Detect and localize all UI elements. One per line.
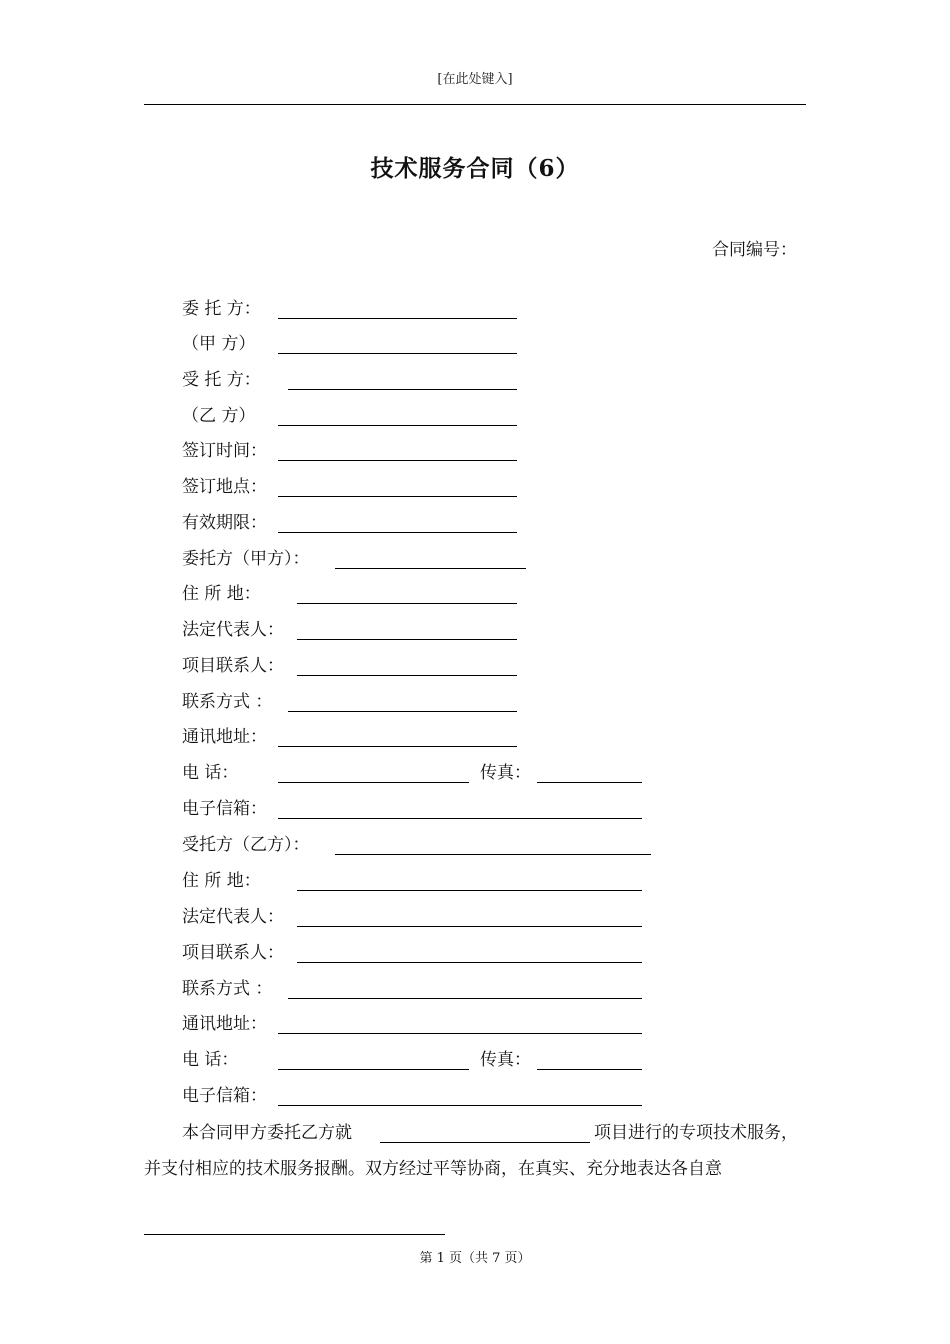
fill-blank[interactable] (335, 568, 526, 569)
fill-blank[interactable] (278, 746, 517, 747)
fill-blank[interactable] (278, 318, 517, 319)
field-label: 联系方式 ： (182, 692, 273, 712)
page-number: 第 1 页（共 7 页） (419, 1251, 531, 1266)
field-label: 法定代表人： (182, 907, 284, 927)
fill-blank[interactable] (537, 1069, 642, 1070)
fill-blank[interactable] (278, 782, 469, 783)
fill-blank[interactable] (537, 782, 642, 783)
fill-blank[interactable] (297, 675, 517, 676)
fax-label: 传真： (480, 1050, 531, 1070)
fill-blank[interactable] (288, 998, 642, 999)
field-label: 电 话： (182, 1050, 239, 1070)
field-label: 通讯地址： (182, 1014, 267, 1034)
field-b-address (182, 868, 662, 894)
document-title: 技术服务合同（6） (370, 155, 580, 182)
field-label: 有效期限： (182, 513, 267, 533)
field-label: 电子信箱： (182, 1086, 267, 1106)
footnote-rule (144, 1234, 445, 1235)
field-label: 签订时间： (182, 441, 267, 461)
field-label: 电子信箱： (182, 799, 267, 819)
fill-blank[interactable] (288, 389, 517, 390)
fill-blank[interactable] (297, 926, 642, 927)
field-a-phone-fax (182, 760, 662, 786)
field-b-contact (182, 940, 662, 966)
field-b-contact-method (182, 976, 662, 1002)
fax-label: 传真： (480, 763, 531, 783)
fill-blank[interactable] (297, 639, 517, 640)
field-b-phone-fax (182, 1047, 662, 1073)
fill-blank[interactable] (278, 1069, 469, 1070)
fill-blank[interactable] (288, 711, 517, 712)
field-label: 通讯地址： (182, 727, 267, 747)
field-label: 住 所 地： (182, 871, 261, 891)
field-label: 委 托 方： (182, 299, 261, 319)
field-a-email (182, 796, 662, 822)
fill-blank[interactable] (297, 962, 642, 963)
page-header-text: [在此处键入] (437, 72, 513, 87)
paragraph-text: 本合同甲方委托乙方就 (182, 1123, 352, 1143)
field-label: 住 所 地： (182, 584, 261, 604)
field-label: 项目联系人： (182, 656, 284, 676)
fill-blank[interactable] (335, 854, 651, 855)
field-b-mail-address (182, 1011, 662, 1037)
fill-blank[interactable] (278, 1033, 642, 1034)
field-label: （乙 方） (182, 406, 256, 426)
fill-blank[interactable] (278, 353, 517, 354)
field-label: 法定代表人： (182, 620, 284, 640)
fill-blank[interactable] (278, 532, 517, 533)
field-label: 电 话： (182, 763, 239, 783)
body-paragraph-line-2: 并支付相应的技术服务报酬。双方经过平等协商，在真实、充分地表达各自意 (144, 1159, 722, 1179)
fill-blank[interactable] (278, 818, 642, 819)
field-label: 联系方式 ： (182, 979, 273, 999)
contract-number-label: 合同编号： (712, 240, 797, 260)
field-label: 委托方（甲方）： (182, 549, 310, 569)
paragraph-text: 项目进行的专项技术服务， (594, 1123, 798, 1143)
field-label: 受 托 方： (182, 370, 261, 390)
field-label: （甲 方） (182, 334, 256, 354)
fill-blank[interactable] (278, 496, 517, 497)
fill-blank[interactable] (297, 890, 642, 891)
fill-blank[interactable] (297, 603, 517, 604)
fill-blank[interactable] (278, 425, 517, 426)
project-name-blank[interactable] (380, 1142, 590, 1143)
field-trustee-party-b (182, 832, 662, 858)
fill-blank[interactable] (278, 460, 517, 461)
fill-blank[interactable] (278, 1105, 642, 1106)
field-b-legal-rep (182, 904, 662, 930)
body-paragraph-line-1 (144, 1120, 814, 1146)
header-rule (144, 104, 806, 105)
field-label: 受托方（乙方）： (182, 835, 310, 855)
field-label: 签订地点： (182, 477, 267, 497)
field-label: 项目联系人： (182, 943, 284, 963)
field-b-email (182, 1083, 662, 1109)
